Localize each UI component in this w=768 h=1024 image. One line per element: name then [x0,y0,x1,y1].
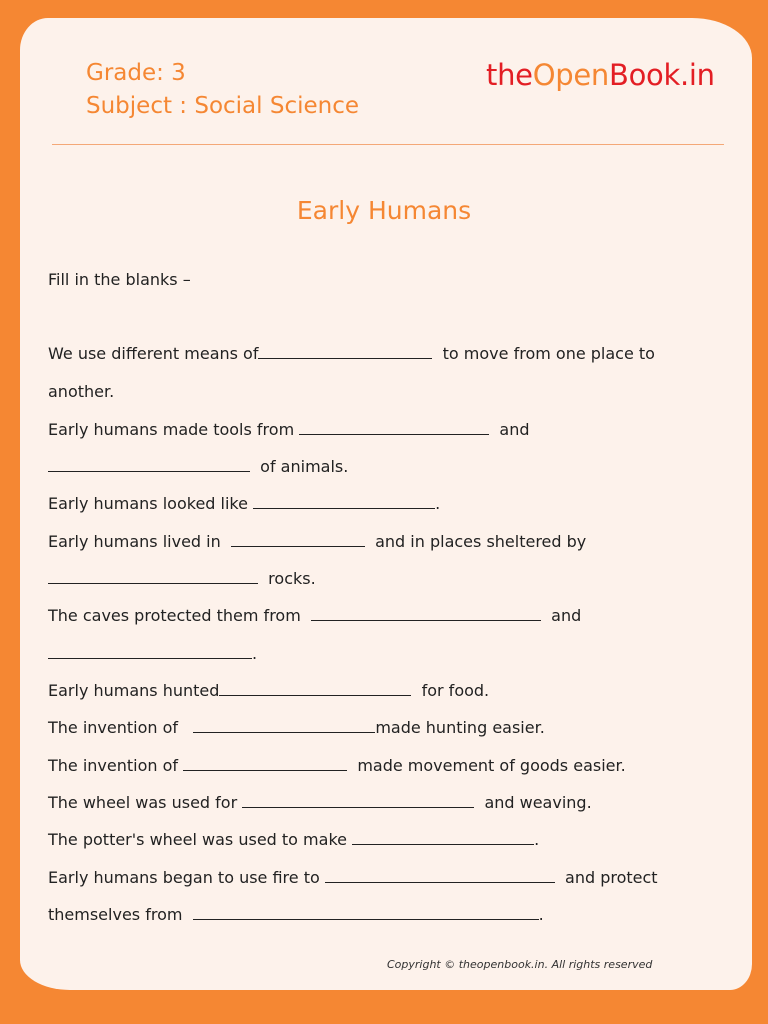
question-text: and [499,420,530,439]
instruction-text: Fill in the blanks – [48,270,191,289]
answer-blank[interactable] [325,868,555,883]
question-text: of animals. [260,457,349,476]
question-11-continued [48,905,544,924]
question-text: The wheel was used for [48,793,238,812]
question-text: Early humans hunted [48,681,220,700]
answer-blank[interactable] [193,718,375,733]
logo-part-the: the [486,58,533,92]
question-2-continued [48,457,348,476]
question-1-continued [48,382,114,401]
question-text: Early humans lived in [48,532,221,551]
subject-label: Subject : Social Science [86,93,360,119]
answer-blank[interactable] [231,532,365,547]
header-divider [52,144,724,145]
question-6 [48,681,489,700]
question-text: another. [48,382,115,401]
question-text: rocks. [268,569,316,588]
answer-blank[interactable] [242,793,474,808]
question-text: Early humans looked like [48,494,248,513]
question-text: The potter's wheel was used to make [48,830,347,849]
question-text: The invention of [48,718,179,737]
question-text: The invention of [48,756,179,775]
question-text: made movement of goods easier. [357,756,626,775]
question-text: and weaving. [484,793,592,812]
question-10 [48,830,539,849]
logo-part-book: Book.in [608,58,715,92]
question-text: and [551,606,582,625]
answer-blank[interactable] [311,606,541,621]
copyright-notice: Copyright © theopenbook.in. All rights reserved [387,958,653,971]
question-1 [48,344,655,363]
question-text: . [538,905,544,924]
answer-blank[interactable] [352,830,534,845]
question-text: . [534,830,540,849]
theopenbook-logo [486,58,715,92]
question-text: and protect [565,868,658,887]
question-8 [48,756,626,775]
question-text: Early humans began to use fire to [48,868,320,887]
question-text: Early humans made tools from [48,420,295,439]
answer-blank[interactable] [219,681,411,696]
answer-blank[interactable] [48,644,252,659]
page-title: Early Humans [296,196,472,225]
grade-label: Grade: 3 [86,60,186,86]
answer-blank[interactable] [48,457,250,472]
answer-blank[interactable] [183,756,347,771]
question-7 [48,718,545,737]
question-text: to move from one place to [442,344,655,363]
answer-blank[interactable] [299,420,489,435]
answer-blank[interactable] [193,905,539,920]
question-2 [48,420,530,439]
question-5-continued [48,644,257,663]
question-9 [48,793,592,812]
answer-blank[interactable] [258,344,432,359]
question-11 [48,868,658,887]
question-3 [48,494,440,513]
question-text: . [252,644,258,663]
worksheet-header [0,0,768,150]
question-4 [48,532,586,551]
question-text: themselves from [48,905,183,924]
question-text: made hunting easier. [375,718,545,737]
question-text: We use different means of [48,344,259,363]
logo-part-open: Open [532,58,609,92]
question-text: for food. [421,681,490,700]
answer-blank[interactable] [253,494,435,509]
question-5 [48,606,581,625]
question-text: The caves protected them from [48,606,301,625]
question-text: and in places sheltered by [375,532,587,551]
question-4-continued [48,569,316,588]
question-text: . [435,494,441,513]
answer-blank[interactable] [48,569,258,584]
